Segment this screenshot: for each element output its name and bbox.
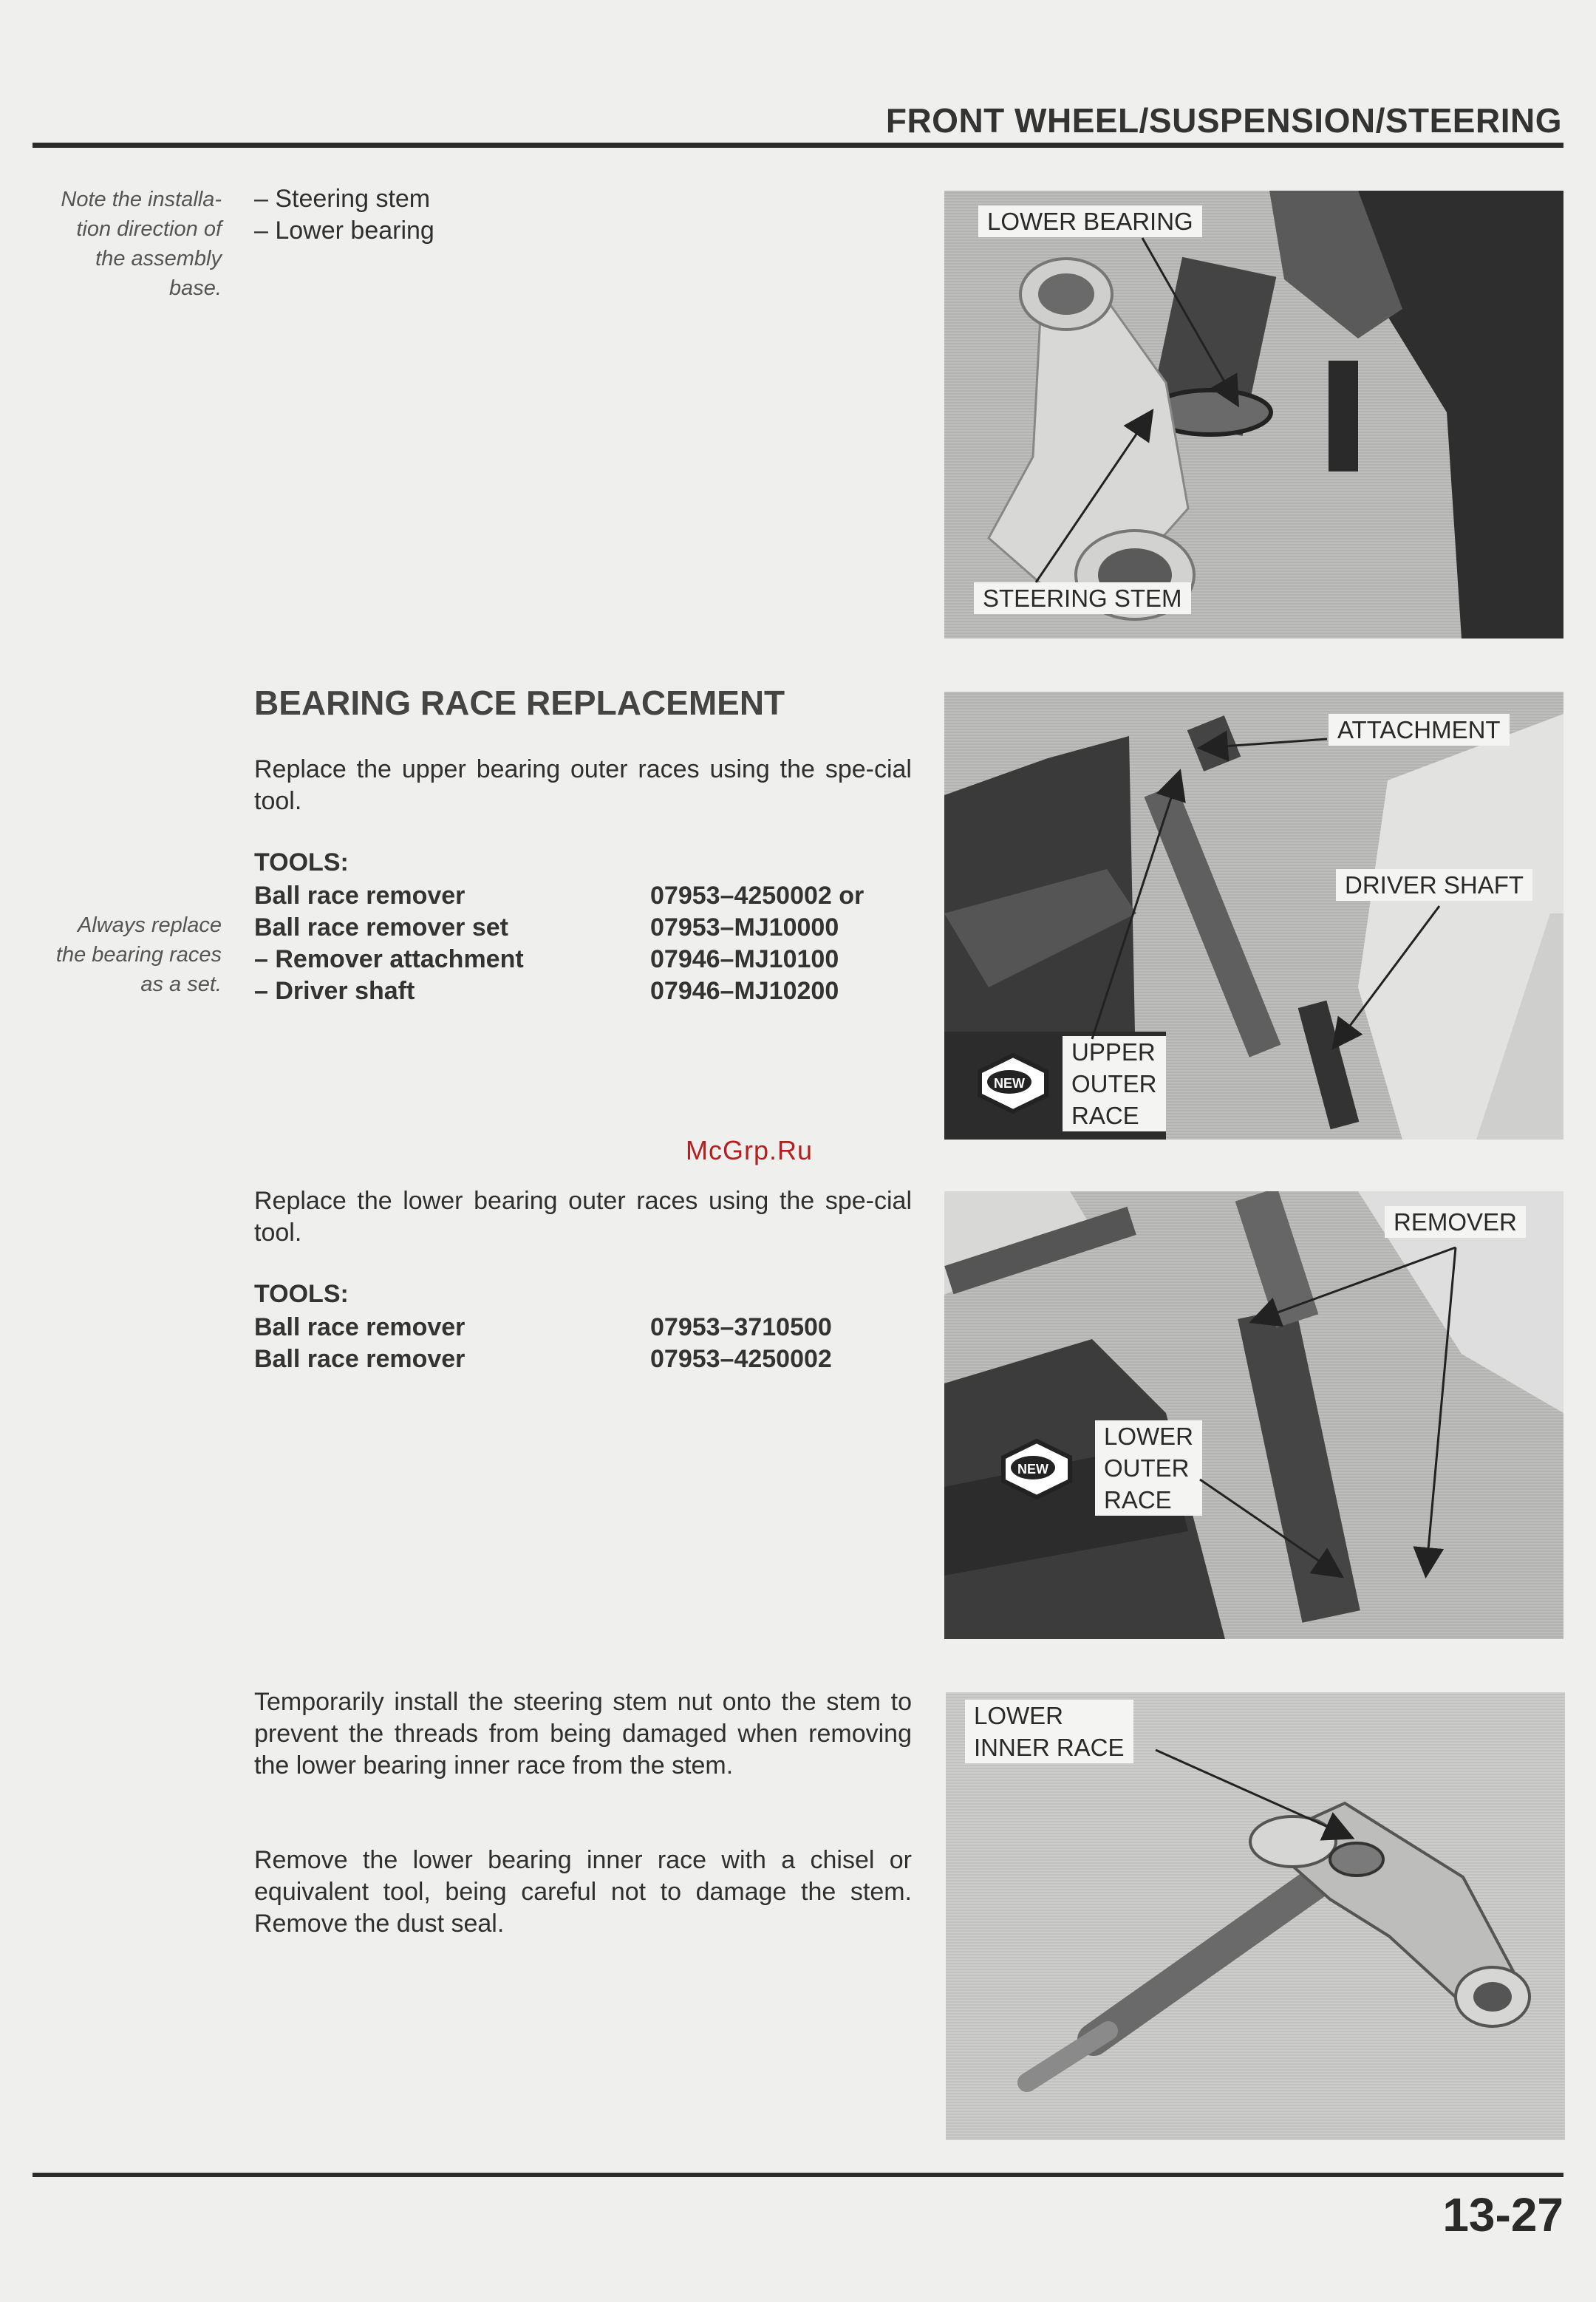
- tool-name: Ball race remover: [254, 1313, 466, 1341]
- inner-race-removal-instruction: Remove the lower bearing inner race with a chisel or equivalent tool, being careful not to damage the stem. Remove the dust seal.: [254, 1846, 912, 1938]
- label-remover: REMOVER: [1385, 1206, 1526, 1238]
- label-steering-stem: STEERING STEM: [974, 582, 1191, 614]
- table-row: [254, 1344, 912, 1375]
- tool-number: 07953–4250002 or: [650, 882, 864, 910]
- new-badge-text: NEW: [994, 1076, 1025, 1091]
- photo-lower-inner-race: [946, 1692, 1565, 2140]
- photo-steering-stem-lower-bearing: [944, 191, 1563, 639]
- table-row: [254, 912, 912, 944]
- photo-lower-outer-race-removal: [944, 1191, 1563, 1639]
- tools-label-lower: TOOLS:: [254, 1280, 349, 1308]
- footer-rule: [33, 2173, 1563, 2177]
- label-attachment: ATTACHMENT: [1329, 714, 1510, 746]
- page-number: 13-27: [1442, 2188, 1563, 2241]
- lower-races-instruction: Replace the lower bearing outer races using the spe-cial tool.: [254, 1187, 912, 1247]
- steering-parts-list: [254, 183, 434, 247]
- upper-races-instruction: Replace the upper bearing outer races using the spe-cial tool.: [254, 755, 912, 815]
- tool-number: 07946–MJ10100: [650, 945, 839, 973]
- tool-name: Ball race remover: [254, 1345, 466, 1373]
- section-heading-bearing-race-replacement: BEARING RACE REPLACEMENT: [254, 684, 785, 722]
- label-upper-outer-race: UPPER OUTER RACE: [1063, 1036, 1166, 1131]
- label-lower-bearing: LOWER BEARING: [978, 205, 1202, 237]
- tool-name: – Driver shaft: [254, 977, 415, 1005]
- tool-number: 07953–3710500: [650, 1313, 832, 1341]
- tools-label-upper: TOOLS:: [254, 848, 349, 876]
- label-lower-inner-race: LOWER INNER RACE: [965, 1700, 1133, 1763]
- label-lower-outer-race: LOWER OUTER RACE: [1095, 1420, 1202, 1516]
- tool-name: Ball race remover set: [254, 913, 508, 941]
- tool-number: 07953–4250002: [650, 1345, 832, 1373]
- tool-number: 07953–MJ10000: [650, 913, 839, 941]
- new-badge-text: NEW: [1017, 1462, 1048, 1477]
- table-row: [254, 1312, 912, 1344]
- leader-arrows: [946, 1692, 1565, 2140]
- header-rule: [33, 143, 1563, 148]
- leader-arrows: [944, 1191, 1563, 1639]
- list-item: – Steering stem: [254, 185, 431, 213]
- list-item: – Lower bearing: [254, 217, 434, 245]
- tool-number: 07946–MJ10200: [650, 977, 839, 1005]
- label-driver-shaft: DRIVER SHAFT: [1336, 869, 1532, 901]
- side-note-installation-direction: Note the installa- tion direction of the assembly base.: [61, 188, 222, 300]
- tool-name: – Remover attachment: [254, 945, 524, 973]
- stem-nut-instruction: Temporarily install the steering stem nut onto the stem to prevent the threads from being damaged when removing the lower bearing inner race from the stem.: [254, 1688, 912, 1780]
- table-row: [254, 944, 912, 975]
- table-row: [254, 880, 912, 912]
- side-note-replace-as-set: Always replace the bearing races as a set.: [55, 913, 222, 996]
- tool-name: Ball race remover: [254, 882, 466, 910]
- watermark: McGrp.Ru: [686, 1135, 814, 1165]
- photo-upper-outer-race-removal: [944, 692, 1563, 1140]
- table-row: [254, 975, 912, 1007]
- leader-arrows: [944, 191, 1563, 639]
- leader-arrows: [944, 692, 1563, 1140]
- page-header-title: FRONT WHEEL/SUSPENSION/STEERING: [885, 101, 1562, 140]
